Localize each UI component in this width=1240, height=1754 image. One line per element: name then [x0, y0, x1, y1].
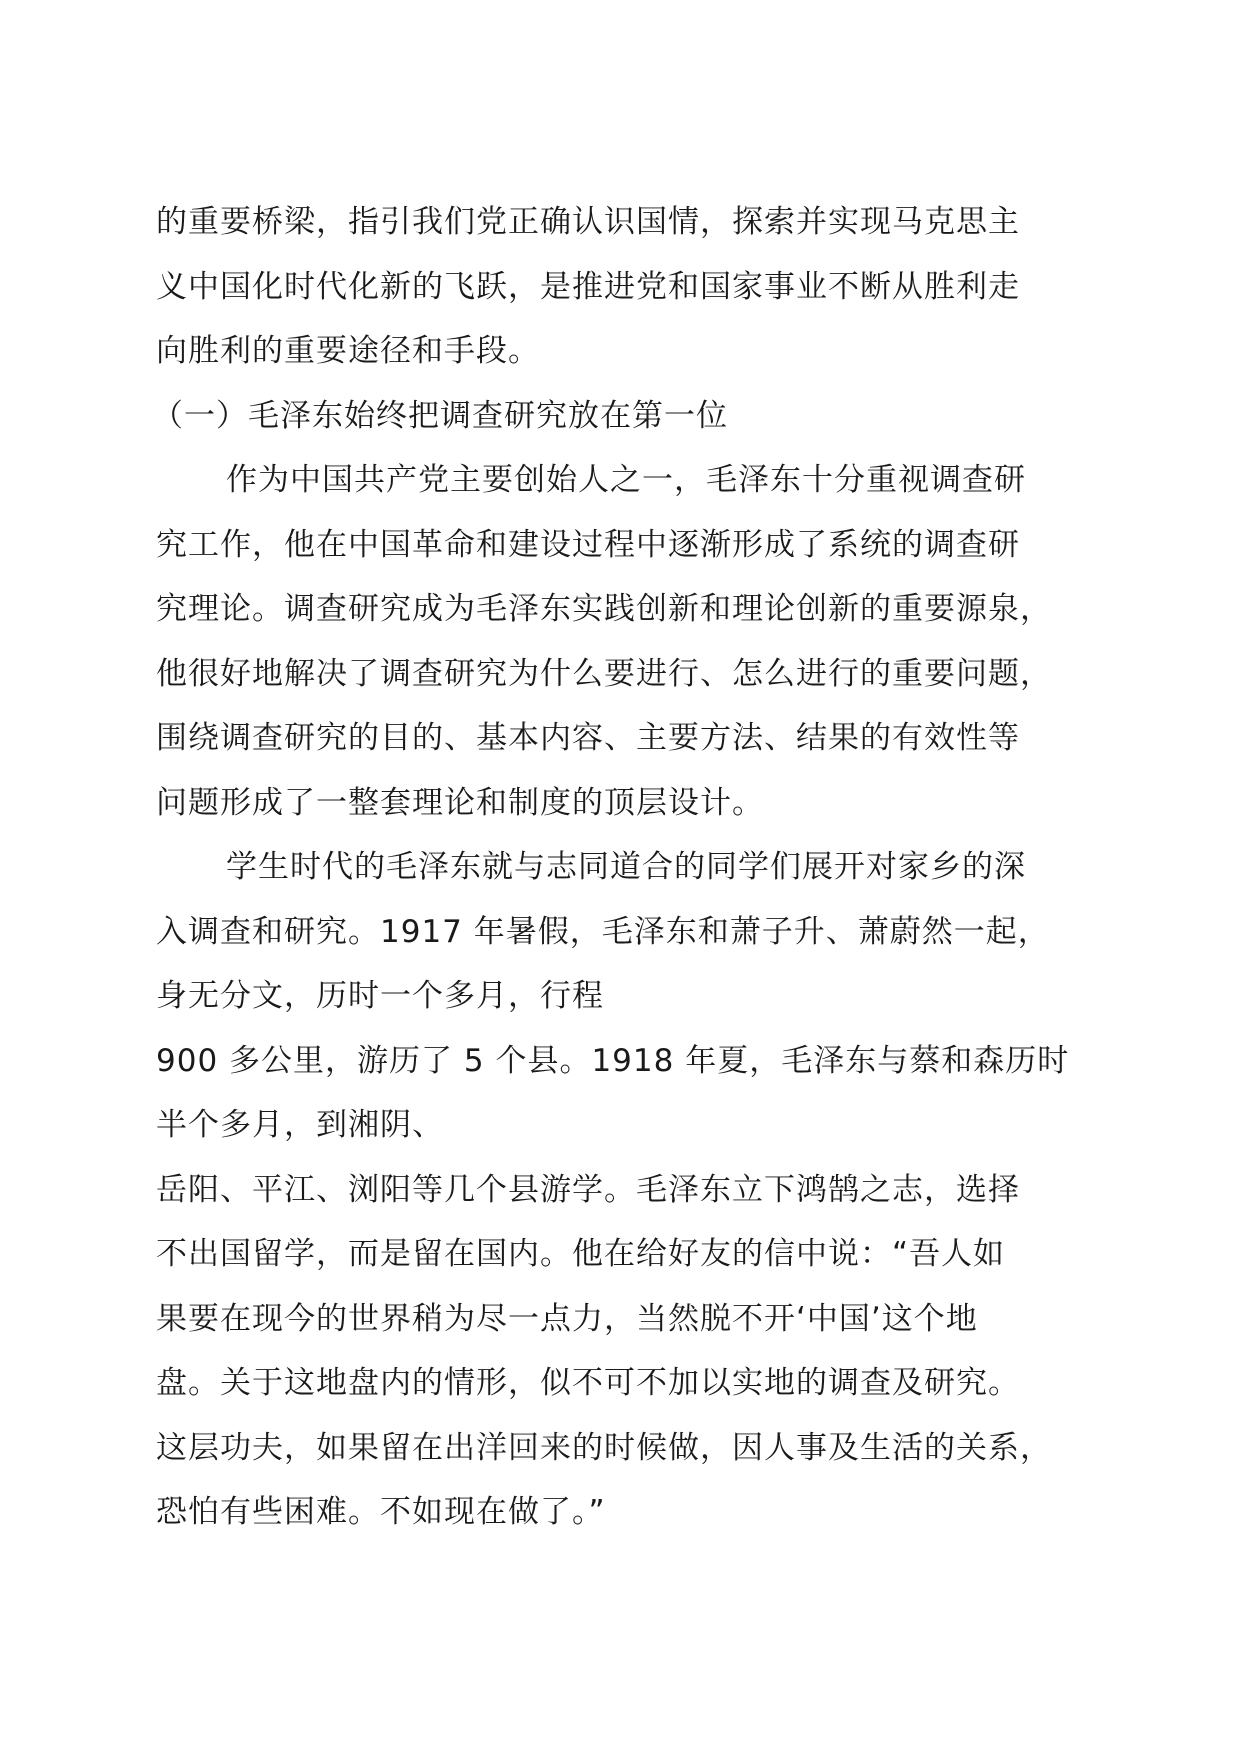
text-line: 的重要桥梁，指引我们党正确认识国情，探索并实现马克思主: [156, 204, 1020, 240]
text-line: 问题形成了一整套理论和制度的顶层设计。: [156, 784, 764, 821]
text-line: 盘。关于这地盘内的情形，似不可不加以实地的调查及研究。: [156, 1365, 1020, 1401]
paragraph-start-line: 作为中国共产党主要创始人之一，毛泽东十分重视调查研: [226, 462, 1026, 498]
text-line: 入调查和研究。1917 年暑假，毛泽东和萧子升、萧蔚然一起，: [156, 913, 1050, 950]
section-heading: （一）毛泽东始终把调查研究放在第一位: [152, 397, 728, 434]
text-line: 恐怕有些困难。不如现在做了。”: [156, 1494, 606, 1530]
text-line: 果要在现今的世界稍为尽一点力，当然脱不开‘中国’这个地: [156, 1300, 978, 1337]
text-line: 不出国留学，而是留在国内。他在给好友的信中说：“吾人如: [156, 1236, 1006, 1272]
text-line: 身无分文，历时一个多月，行程: [156, 978, 604, 1014]
text-line: 向胜利的重要途径和手段。: [156, 333, 540, 369]
text-line: 究工作，他在中国革命和建设过程中逐渐形成了系统的调查研: [156, 526, 1020, 563]
text-line: 岳阳、平江、浏阳等几个县游学。毛泽东立下鸿鹄之志，选择: [156, 1171, 1020, 1208]
text-line: 他很好地解决了调查研究为什么要进行、怎么进行的重要问题，: [156, 655, 1052, 692]
text-line: 义中国化时代化新的飞跃，是推进党和国家事业不断从胜利走: [156, 268, 1020, 305]
text-line: 这层功夫，如果留在出洋回来的时候做，因人事及生活的关系，: [156, 1429, 1052, 1466]
paragraph-start-line: 学生时代的毛泽东就与志同道合的同学们展开对家乡的深: [226, 849, 1026, 885]
text-line: 900 多公里，游历了 5 个县。1918 年夏，毛泽东与蔡和森历时: [156, 1042, 1070, 1079]
text-line: 究理论。调查研究成为毛泽东实践创新和理论创新的重要源泉，: [156, 591, 1052, 627]
document-body: [152, 190, 1086, 1545]
text-line: 围绕调查研究的目的、基本内容、主要方法、结果的有效性等: [156, 720, 1020, 756]
text-line: 半个多月，到湘阴、: [156, 1107, 444, 1143]
